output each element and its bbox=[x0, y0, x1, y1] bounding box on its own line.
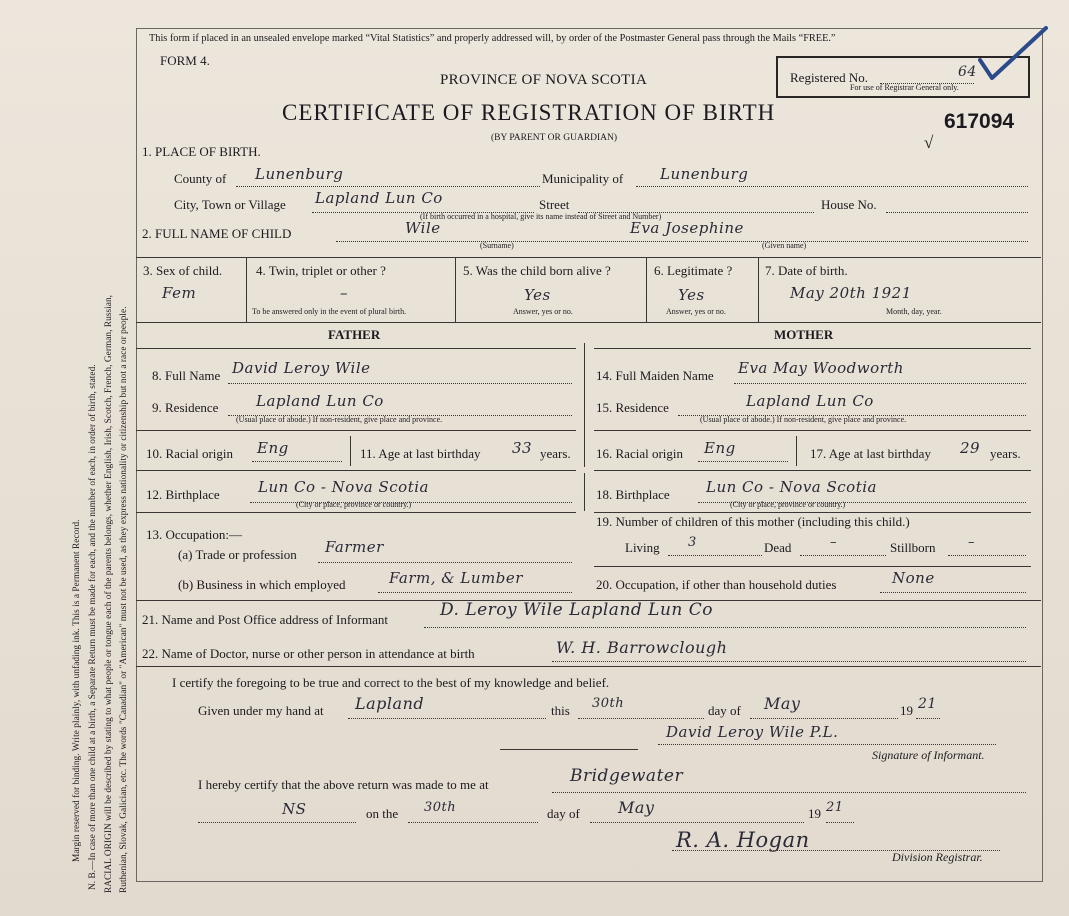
place-of-birth-label: 1. PLACE OF BIRTH. bbox=[142, 144, 261, 159]
city-value: Lapland Lun Co bbox=[315, 189, 443, 207]
informant-signature-caption: Signature of Informant. bbox=[872, 748, 985, 762]
dob-value: May 20th 1921 bbox=[790, 284, 912, 302]
margin-note-racial: RACIAL ORIGIN will be described by stating to what people or tongue each of the parents belongs, whether English, Irish, Scotch, French, German, Russian, bbox=[104, 294, 114, 893]
twin-label: 4. Twin, triplet or other ? bbox=[256, 263, 386, 278]
mother-name-value: Eva May Woodworth bbox=[738, 359, 904, 377]
mother-age-label: 17. Age at last birthday bbox=[810, 446, 931, 461]
informant-signature: David Leroy Wile P.L. bbox=[666, 723, 839, 741]
division-registrar-caption: Division Registrar. bbox=[892, 850, 983, 864]
living-value: 3 bbox=[688, 535, 697, 550]
father-racial-value: Eng bbox=[257, 439, 289, 457]
alive-note: Answer, yes or no. bbox=[513, 307, 573, 316]
mother-occupation-value: None bbox=[892, 569, 935, 587]
mother-birthplace-value: Lun Co - Nova Scotia bbox=[706, 478, 877, 496]
dob-label: 7. Date of birth. bbox=[765, 263, 848, 278]
margin-note-nb: N. B.—In case of more than one child at a birth, a Separate Return must be made for each, and the number of each, in order of birth, stated. bbox=[88, 364, 98, 890]
dead-label: Dead bbox=[764, 540, 792, 555]
registrar-day-value: 30th bbox=[424, 800, 457, 815]
father-birthplace-value: Lun Co - Nova Scotia bbox=[258, 478, 429, 496]
father-racial-label: 10. Racial origin bbox=[146, 446, 234, 461]
mother-occupation-label: 20. Occupation, if other than household duties bbox=[596, 577, 837, 592]
children-count-label: 19. Number of children of this mother (including this child.) bbox=[596, 514, 910, 529]
informant-value: D. Leroy Wile Lapland Lun Co bbox=[440, 600, 714, 620]
form-number: FORM 4. bbox=[160, 53, 210, 68]
child-surname-value: Wile bbox=[405, 219, 441, 237]
mother-residence-label: 15. Residence bbox=[596, 400, 669, 415]
doctor-value: W. H. Barrowclough bbox=[556, 638, 728, 657]
mother-name-label: 14. Full Maiden Name bbox=[596, 368, 714, 383]
certify-month-value: May bbox=[764, 694, 801, 713]
house-number-label: House No. bbox=[821, 197, 877, 212]
stillborn-label: Stillborn bbox=[890, 540, 936, 555]
informant-label: 21. Name and Post Office address of Informant bbox=[142, 612, 388, 627]
mother-racial-value: Eng bbox=[704, 439, 736, 457]
trade-value: Farmer bbox=[325, 538, 384, 556]
father-age-unit: years. bbox=[540, 446, 571, 461]
legitimate-label: 6. Legitimate ? bbox=[654, 263, 733, 278]
street-note: (If birth occurred in a hospital, give its name instead of Street and Number) bbox=[420, 212, 662, 221]
margin-note-binding: Margin reserved for binding. Write plainly, with unfading ink. This is a Permanent Record. bbox=[72, 519, 82, 862]
municipality-value: Lunenburg bbox=[660, 165, 749, 183]
mother-age-value: 29 bbox=[960, 439, 981, 457]
county-label: County of bbox=[174, 171, 227, 186]
alive-value: Yes bbox=[524, 286, 551, 304]
registered-note: For use of Registrar General only. bbox=[850, 83, 959, 92]
registrar-month-value: May bbox=[618, 798, 655, 817]
sex-label: 3. Sex of child. bbox=[143, 263, 223, 278]
registrar-place-value: Bridgewater bbox=[570, 766, 684, 786]
father-birthplace-label: 12. Birthplace bbox=[146, 487, 220, 502]
registrar-year-value: 21 bbox=[826, 800, 844, 815]
certify-year-prefix: 19 bbox=[900, 703, 913, 718]
given-name-caption: (Given name) bbox=[762, 241, 807, 250]
certificate-number: 617094 bbox=[944, 110, 1015, 133]
legitimate-value: Yes bbox=[678, 286, 705, 304]
mother-age-unit: years. bbox=[990, 446, 1021, 461]
registrar-signature: R. A. Hogan bbox=[676, 828, 810, 852]
mail-notice: This form if placed in an unsealed envelope marked “Vital Statistics” and properly addressed will, by order of the Postmaster General pass through the Mails “FREE.” bbox=[149, 33, 836, 44]
certificate-subtitle: (BY PARENT OR GUARDIAN) bbox=[491, 133, 618, 143]
trade-label: (a) Trade or profession bbox=[178, 547, 297, 562]
occupation-label: 13. Occupation:— bbox=[146, 527, 243, 542]
registrar-day-of-label: day of bbox=[547, 806, 580, 821]
stillborn-value: – bbox=[968, 535, 975, 550]
this-label: this bbox=[551, 703, 570, 718]
given-place-value: Lapland bbox=[355, 694, 425, 713]
street-label: Street bbox=[539, 197, 570, 212]
registrar-statement: I hereby certify that the above return was made to me at bbox=[198, 777, 489, 792]
child-name-label: 2. FULL NAME OF CHILD bbox=[142, 226, 292, 241]
given-under-label: Given under my hand at bbox=[198, 703, 324, 718]
alive-label: 5. Was the child born alive ? bbox=[463, 263, 611, 278]
certify-statement: I certify the foregoing to be true and correct to the best of my knowledge and belief. bbox=[172, 675, 610, 690]
child-given-value: Eva Josephine bbox=[630, 219, 744, 237]
living-label: Living bbox=[625, 540, 660, 555]
father-age-value: 33 bbox=[512, 439, 533, 457]
margin-note-racial-2: Ruthenian, Slovak, Galician, etc. The words "Canadian" or "American" must not be used, as they express nationality or citizenship but not a race or people. bbox=[119, 306, 129, 893]
certify-day-of-label: day of bbox=[708, 703, 741, 718]
mother-birthplace-label: 18. Birthplace bbox=[596, 487, 670, 502]
mother-residence-note: (Usual place of abode.) If non-resident, give place and province. bbox=[700, 415, 907, 424]
father-name-label: 8. Full Name bbox=[152, 368, 221, 383]
father-age-label: 11. Age at last birthday bbox=[360, 446, 481, 461]
certificate-title: CERTIFICATE OF REGISTRATION OF BIRTH bbox=[282, 100, 776, 125]
municipality-label: Municipality of bbox=[542, 171, 624, 186]
registered-value: 64 bbox=[958, 64, 977, 80]
father-heading: FATHER bbox=[328, 327, 381, 342]
certify-year-value: 21 bbox=[918, 696, 937, 712]
city-label: City, Town or Village bbox=[174, 197, 286, 212]
check-mark: √ bbox=[924, 133, 934, 152]
certify-day-value: 30th bbox=[592, 696, 625, 711]
father-residence-note: (Usual place of abode.) If non-resident, give place and province. bbox=[236, 415, 443, 424]
mother-racial-label: 16. Racial origin bbox=[596, 446, 684, 461]
dead-value: – bbox=[830, 535, 837, 550]
twin-value: – bbox=[340, 284, 348, 302]
registrar-on-the-label: on the bbox=[366, 806, 399, 821]
father-residence-label: 9. Residence bbox=[152, 400, 219, 415]
business-value: Farm, & Lumber bbox=[389, 569, 523, 587]
registrar-ns-value: NS bbox=[282, 800, 307, 818]
doctor-label: 22. Name of Doctor, nurse or other person in attendance at birth bbox=[142, 646, 475, 661]
dob-note: Month, day, year. bbox=[886, 307, 942, 316]
mother-heading: MOTHER bbox=[774, 327, 834, 342]
father-birthplace-note: (City or place, province or country.) bbox=[296, 500, 412, 509]
legitimate-note: Answer, yes or no. bbox=[666, 307, 726, 316]
check-stroke-icon bbox=[978, 22, 1050, 86]
mother-residence-value: Lapland Lun Co bbox=[746, 392, 874, 410]
mother-birthplace-note: (City or place, province or country.) bbox=[730, 500, 846, 509]
father-name-value: David Leroy Wile bbox=[232, 359, 371, 377]
twin-note: To be answered only in the event of plural birth. bbox=[252, 307, 407, 316]
business-label: (b) Business in which employed bbox=[178, 577, 346, 592]
father-residence-value: Lapland Lun Co bbox=[256, 392, 384, 410]
registered-label: Registered No. bbox=[790, 70, 868, 85]
surname-caption: (Surname) bbox=[480, 241, 514, 250]
sex-value: Fem bbox=[162, 284, 197, 302]
county-value: Lunenburg bbox=[255, 165, 344, 183]
registrar-year-prefix: 19 bbox=[808, 806, 821, 821]
province-heading: PROVINCE OF NOVA SCOTIA bbox=[440, 72, 648, 88]
